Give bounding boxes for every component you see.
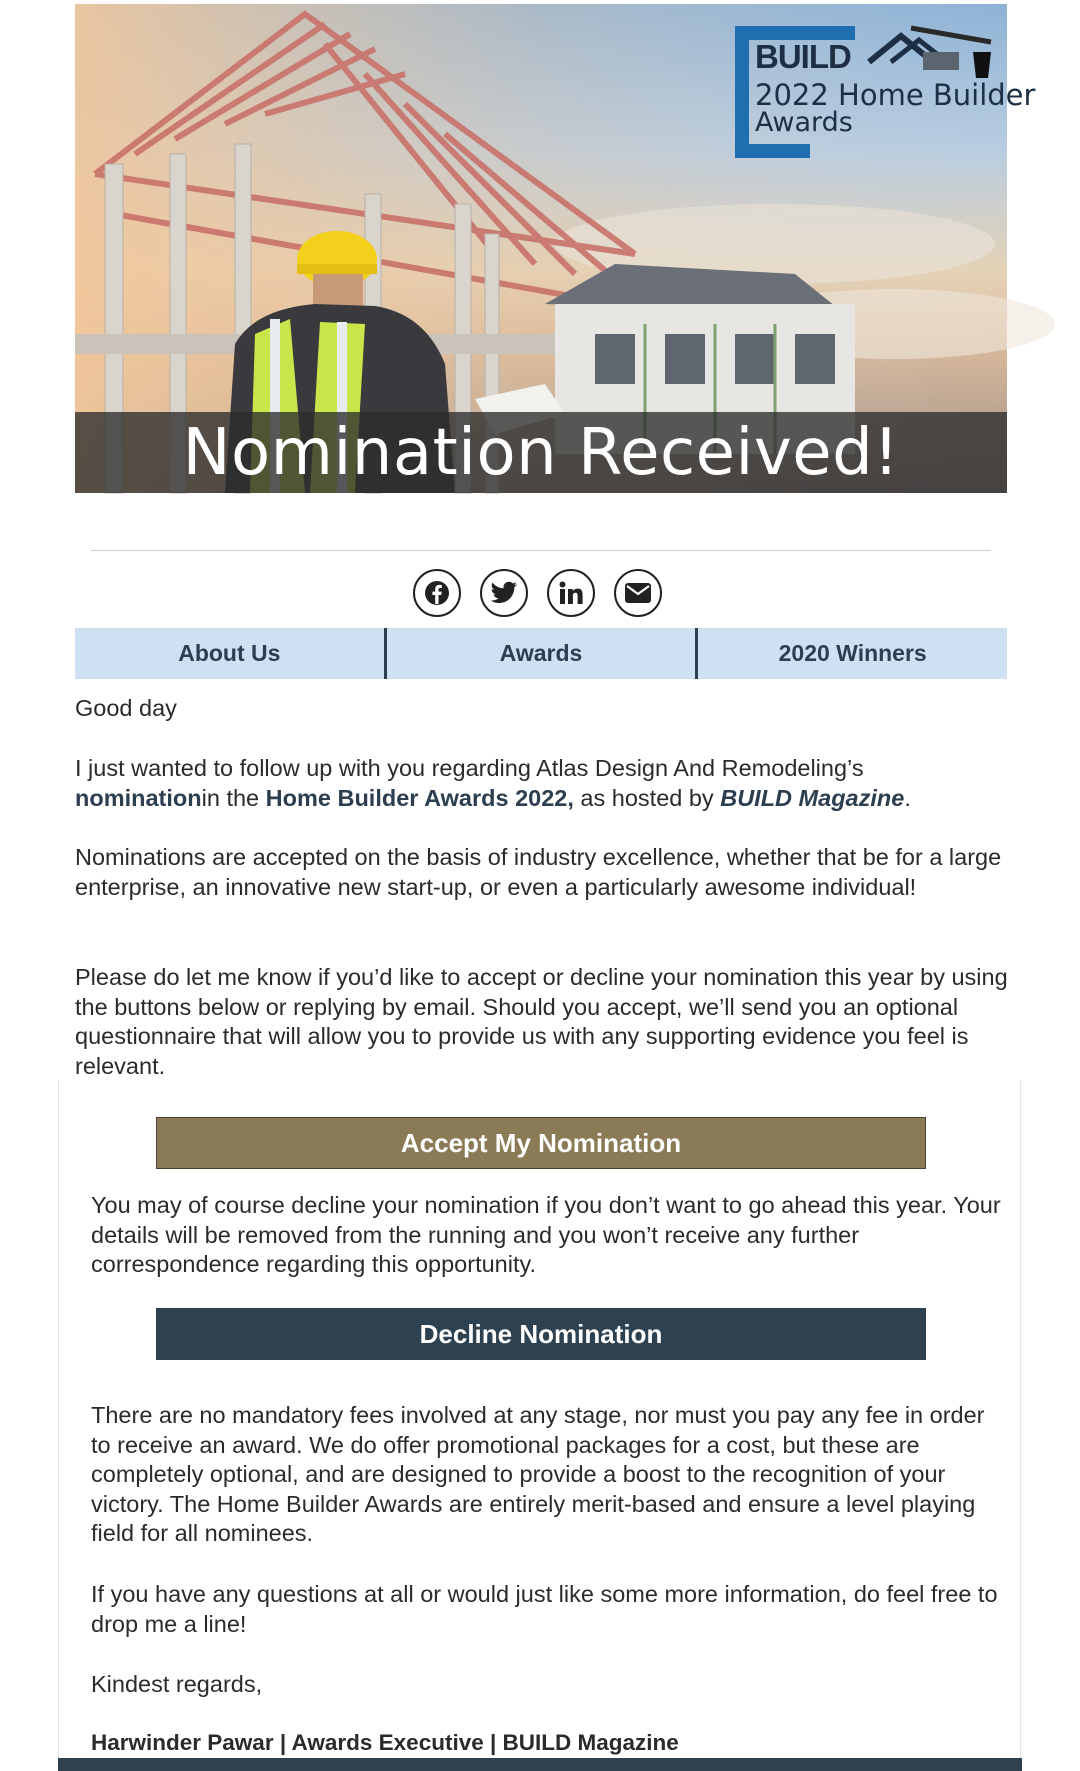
hero-image (75, 4, 1036, 493)
footer-bar (58, 1758, 1022, 1771)
hero-title: Nomination Received! (182, 415, 900, 490)
divider (91, 550, 991, 551)
signature: Harwinder Pawar | Awards Executive | BUILD Magazine (91, 1730, 679, 1755)
badge-title-line2: Awards (755, 107, 853, 138)
accept-nomination-button[interactable]: Accept My Nomination (156, 1117, 926, 1169)
paragraph-criteria: Nominations are accepted on the basis of industry excellence, whether that be for a large enterprise, an innovative new start-up, or even a particularly awesome individual! (75, 844, 1002, 900)
paragraph-instructions: Please do let me know if you’d like to accept or decline your nomination this year by using the buttons below or replying by email. Should you accept, we’ll send you an optional questionnaire that will allow you to provide us with any supporting evidence you feel is relevant. (75, 964, 1008, 1079)
email-icon[interactable] (614, 569, 662, 617)
nomination-bold: nomination (75, 784, 202, 811)
hero-title-banner (75, 412, 1007, 493)
content-border-left (58, 1080, 59, 1760)
greeting: Good day (75, 695, 177, 721)
followup-text-2: in the (201, 784, 260, 811)
closing: Kindest regards, (91, 1671, 263, 1697)
badge-title-line1: 2022 Home Builder (755, 78, 1036, 112)
followup-text-3: as hosted by (580, 784, 714, 811)
nav-item-2020-winners[interactable]: 2020 Winners (778, 640, 927, 666)
facebook-icon[interactable] (413, 569, 461, 617)
followup-text: I just wanted to follow up with you regarding Atlas Design And Remodeling’s (75, 755, 864, 781)
paragraph-fees: There are no mandatory fees involved at any stage, nor must you pay any fee in order to receive an award. We do offer promotional packages for a cost, but these are completely optional, and are designed to provide a boost to the recognition of your victory. The Home Builder Awards are entirely merit-based and ensure a level playing field for all nominees. (91, 1402, 985, 1546)
followup-end: . (904, 784, 911, 811)
badge-brand: BUILD (755, 38, 851, 75)
house-tools-icon (861, 22, 997, 82)
linkedin-icon[interactable] (547, 569, 595, 617)
decline-nomination-button[interactable]: Decline Nomination (156, 1308, 926, 1360)
nav-item-awards[interactable]: Awards (499, 640, 583, 666)
magazine-name: BUILD Magazine (720, 784, 905, 811)
paragraph-followup (75, 754, 1015, 813)
nav-item-about-us[interactable]: About Us (178, 640, 281, 666)
content-border-right (1020, 1080, 1021, 1760)
twitter-icon[interactable] (480, 569, 528, 617)
paragraph-decline-info: You may of course decline your nomination if you don’t want to go ahead this year. Your details will be removed from the running and you won’t receive any further correspondence regarding this opportunity. (91, 1192, 1001, 1277)
build-awards-badge (735, 22, 1036, 158)
paragraph-questions: If you have any questions at all or would just like some more information, do feel free to drop me a line! (91, 1581, 998, 1637)
nav-bar (75, 628, 1007, 679)
awards-name-bold: Home Builder Awards 2022, (265, 784, 574, 811)
